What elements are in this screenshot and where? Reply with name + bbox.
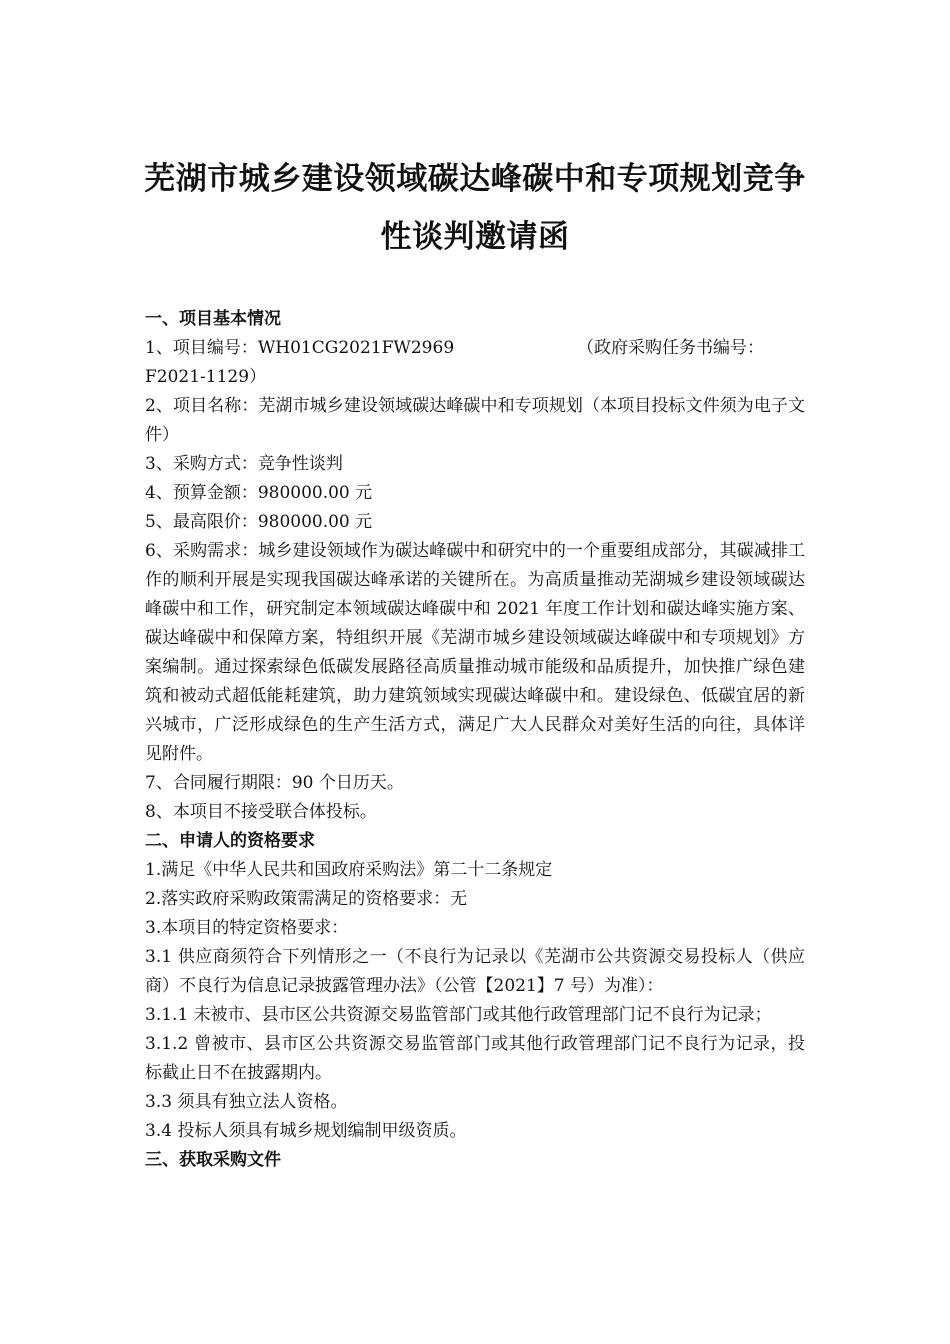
section-heading-project-info: 一、项目基本情况 [145,309,281,329]
project-name: 2、项目名称：芜湖市城乡建设领域碳达峰碳中和专项规划（本项目投标文件须为电子文件） [145,396,805,445]
project-number [145,334,805,363]
procurement-method: 3、采购方式：竞争性谈判 [145,454,343,474]
qualification-item-3-4: 3.4 投标人须具有城乡规划编制甲级资质。 [145,1121,467,1141]
qualification-item-3-1-2: 3.1.2 曾被市、县市区公共资源交易监管部门或其他行政管理部门记不良行为记录，投标截止日不在披露期内。 [145,1034,805,1083]
contract-period: 7、合同履行期限：90 个日历天。 [145,773,404,793]
max-price: 5、最高限价：980000.00 元 [145,512,373,532]
task-number-label: （政府采购任务书编号： [577,338,764,358]
qualification-item-1: 1.满足《中华人民共和国政府采购法》第二十二条规定 [145,860,553,880]
project-number-value: 1、项目编号：WH01CG2021FW2969 [145,338,455,358]
qualification-item-3-1-1: 3.1.1 未被市、县市区公共资源交易监管部门或其他行政管理部门记不良行为记录； [145,1005,772,1025]
title-line-1: 芜湖市城乡建设领域碳达峰碳中和专项规划竞争 [144,161,806,197]
title-line-2: 性谈判邀请函 [380,219,570,255]
qualification-item-2: 2.落实政府采购政策需满足的资格要求：无 [145,889,468,909]
document-body [145,305,805,1175]
qualification-item-3-1: 3.1 供应商须符合下列情形之一（不良行为记录以《芜湖市公共资源交易投标人（供应商）不良行为信息记录披露管理办法》（公管【2021】7 号）为准）： [145,947,805,996]
budget-amount: 4、预算金额：980000.00 元 [145,483,373,503]
qualification-item-3: 3.本项目的特定资格要求： [145,918,349,938]
no-joint-bidding: 8、本项目不接受联合体投标。 [145,802,377,822]
procurement-requirements: 6、采购需求：城乡建设领域作为碳达峰碳中和研究中的一个重要组成部分，其碳减排工作的顺利开展是实现我国碳达峰承诺的关键所在。为高质量推动芜湖城乡建设领域碳达峰碳中和工作，研究制定本领域碳达峰碳中和 2021 年度工作计划和碳达峰实施方案、碳达峰碳中和保障方案，特组织开展《芜湖市城乡建设领域碳达峰碳中和专项规划》方案编制。通过探索绿色低碳发展路径高质量推动城市能级和品质提升，加快推广绿色建筑和被动式超低能耗建筑，助力建筑领域实现碳达峰碳中和。建设绿色、低碳宜居的新兴城市，广泛形成绿色的生产生活方式，满足广大人民群众对美好生活的向往，具体详见附件。 [145,541,805,764]
section-heading-qualifications: 二、申请人的资格要求 [145,831,315,851]
qualification-item-3-3: 3.3 须具有独立法人资格。 [145,1092,348,1112]
section-heading-obtain-documents: 三、获取采购文件 [145,1150,281,1170]
document-title [120,150,830,266]
task-number-value: F2021-1129） [145,367,267,387]
